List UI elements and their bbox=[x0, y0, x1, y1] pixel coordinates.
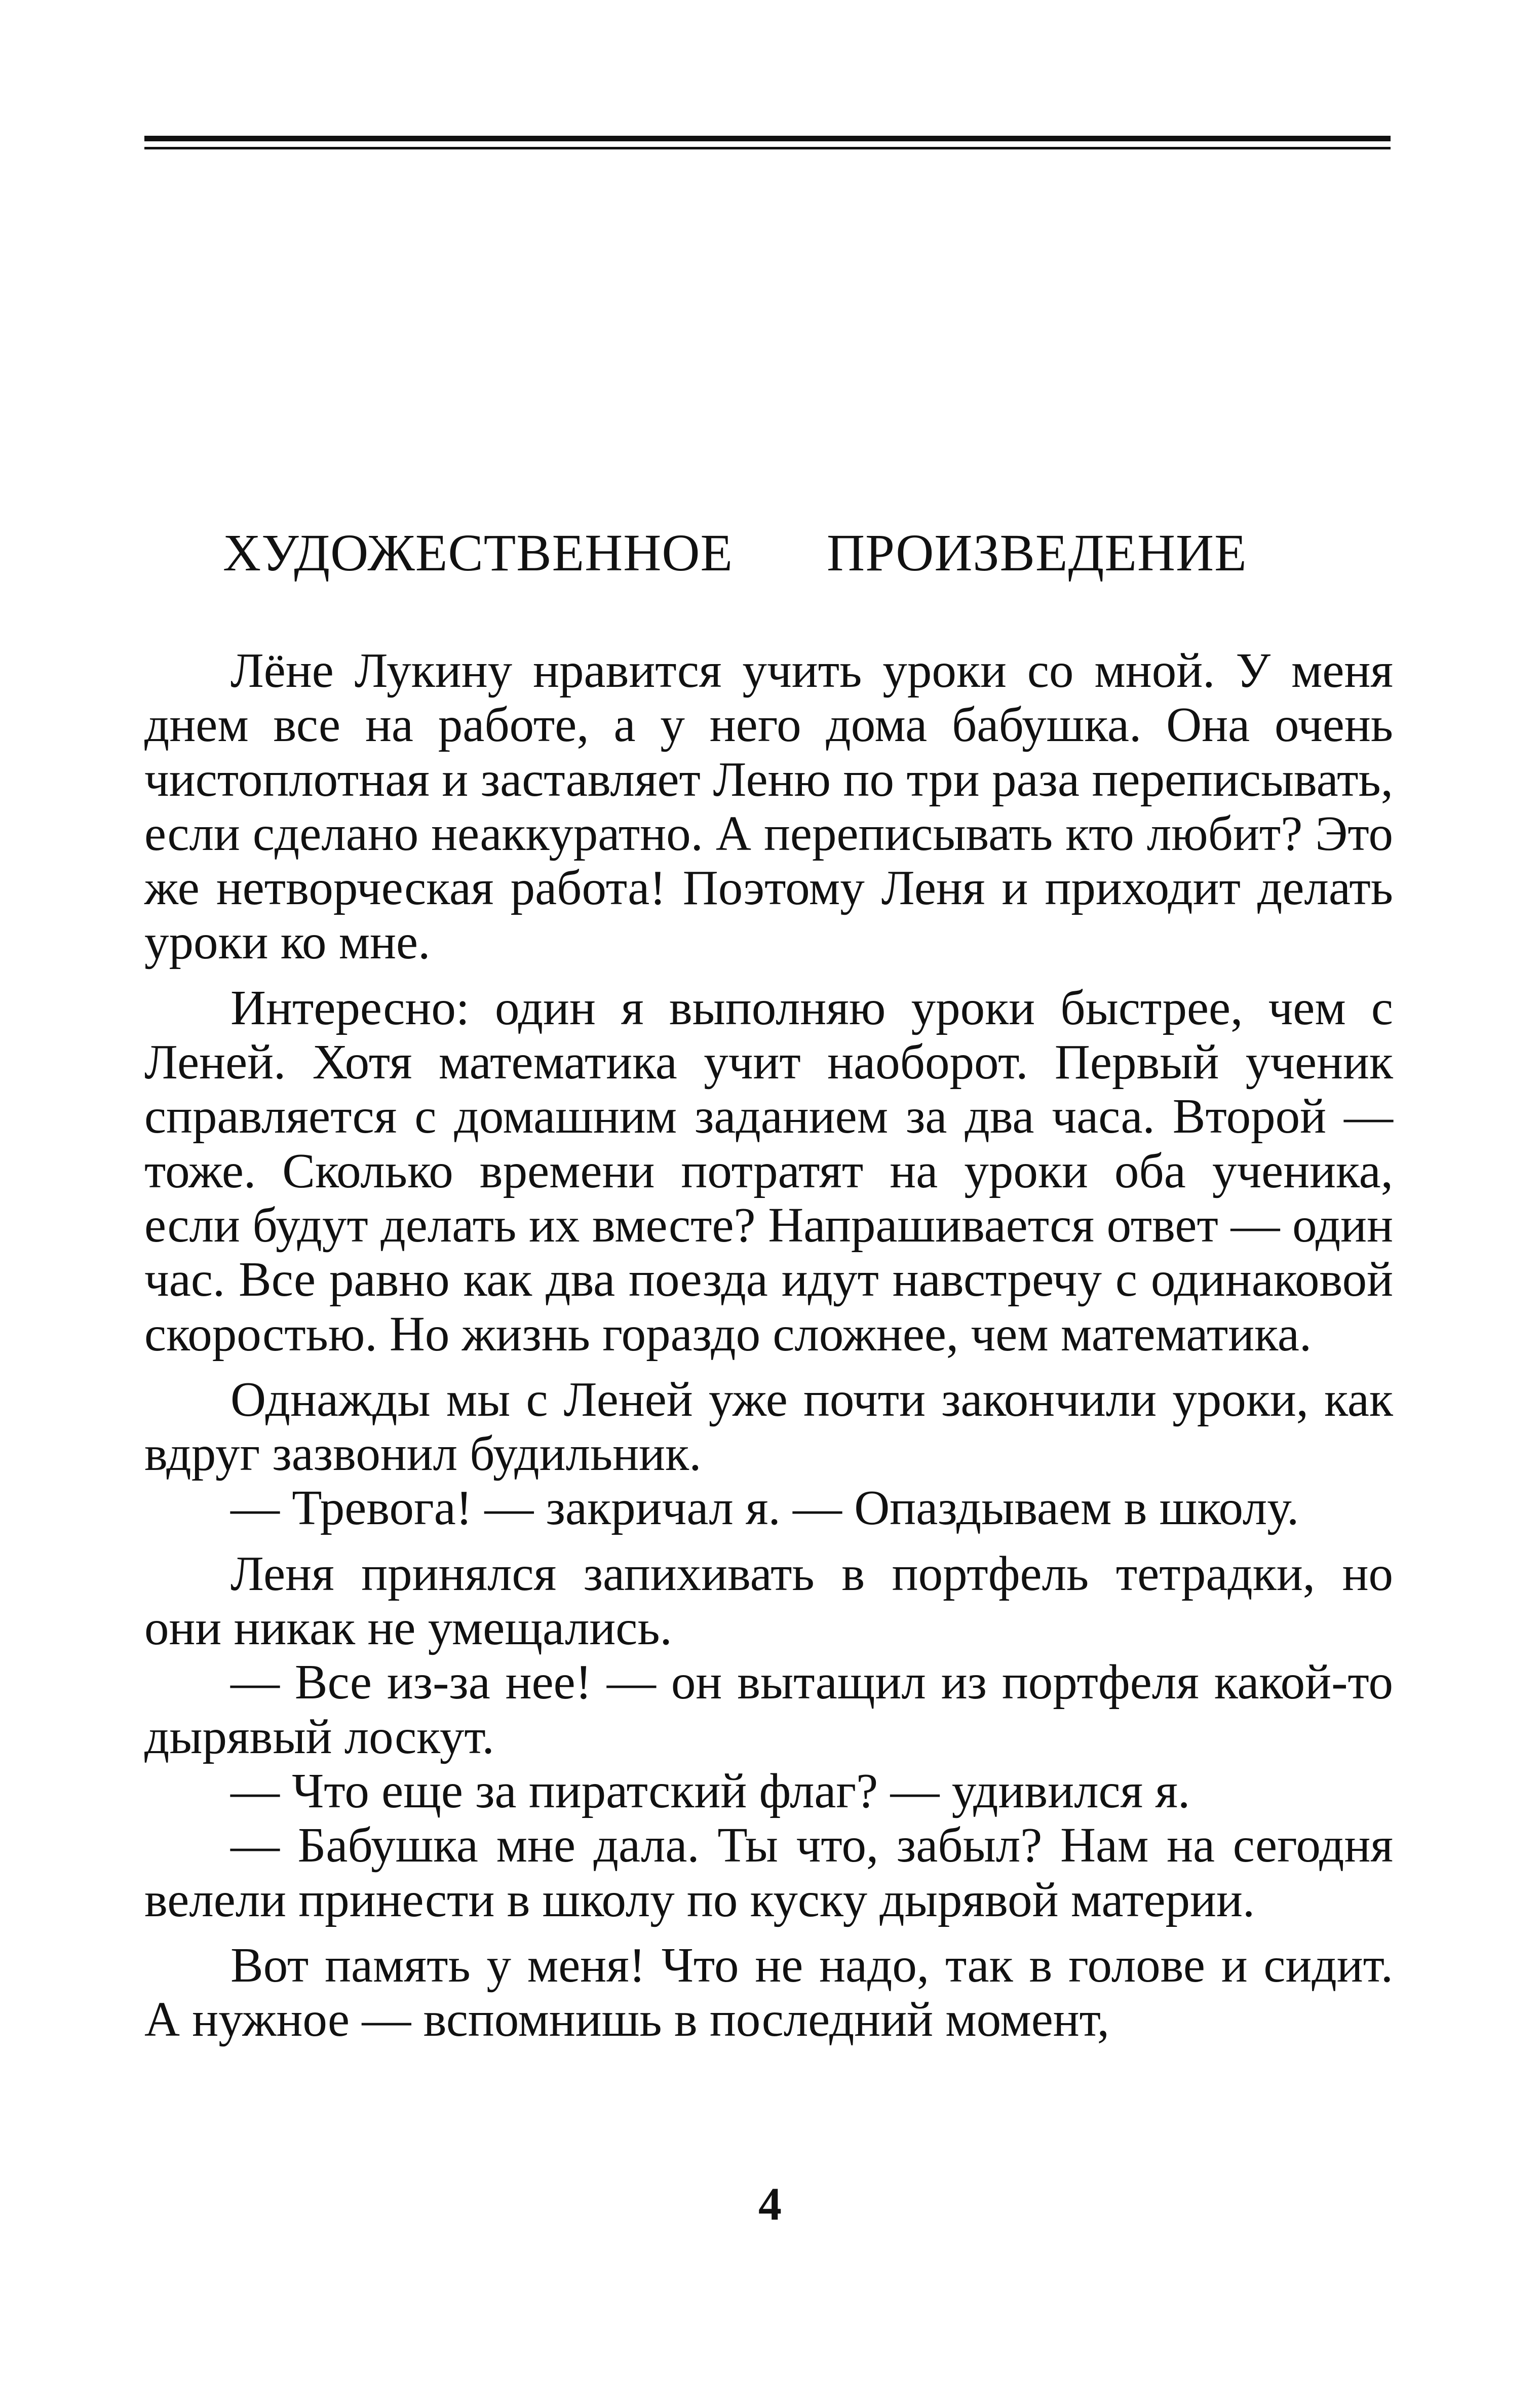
chapter-title-word-2: ПРОИЗВЕДЕНИЕ bbox=[827, 524, 1247, 582]
paragraph: — Что еще за пиратский флаг? — удивился я. bbox=[230, 1763, 1190, 1818]
paragraph: Вот память у меня! Что не надо, так в голове и сидит. А нужное — вспомнишь в последний момент, bbox=[144, 1937, 1393, 2047]
top-rule-thin bbox=[144, 147, 1391, 149]
paragraph: Леня принялся запихивать в портфель тетрадки, но они никак не умещались. bbox=[144, 1546, 1393, 1655]
paragraph: Однажды мы с Леней уже почти закончили уроки, как вдруг зазвонил будильник. bbox=[144, 1372, 1393, 1481]
chapter-title bbox=[223, 524, 1302, 582]
paragraph: Лёне Лукину нравится учить уроки со мной. У меня днем все на работе, а у него дома бабушка. Она очень чистоплотная и заставляет Леню по три раза переписывать, если сделано неаккуратно. А переписывать кто любит? Это же нетворческая работа! Поэтому Леня и приходит делать уроки ко мне. bbox=[144, 643, 1393, 970]
paragraph: — Бабушка мне дала. Ты что, забыл? Нам на сегодня велели принести в школу по куску дырявой материи. bbox=[144, 1818, 1393, 1927]
chapter-title-word-1: ХУДОЖЕСТВЕННОЕ bbox=[223, 524, 734, 582]
body-text bbox=[144, 643, 1393, 2046]
page-number: 4 bbox=[758, 2178, 782, 2230]
paragraph: Интересно: один я выполняю уроки быстрее, чем с Леней. Хотя математика учит наоборот. Первый ученик справляется с домашним заданием за два часа. Второй — тоже. Сколько времени потратят на уроки оба ученика, если будут делать их вместе? Напрашивается ответ — один час. Все равно как два поезда идут навстречу с одинаковой скоростью. Но жизнь гораздо сложнее, чем математика. bbox=[144, 980, 1393, 1361]
paragraph: — Все из-за нее! — он вытащил из портфеля какой-то дырявый лоскут. bbox=[144, 1655, 1393, 1764]
top-rule-thick bbox=[144, 136, 1391, 141]
paragraph: — Тревога! — закричал я. — Опаздываем в школу. bbox=[230, 1481, 1299, 1535]
